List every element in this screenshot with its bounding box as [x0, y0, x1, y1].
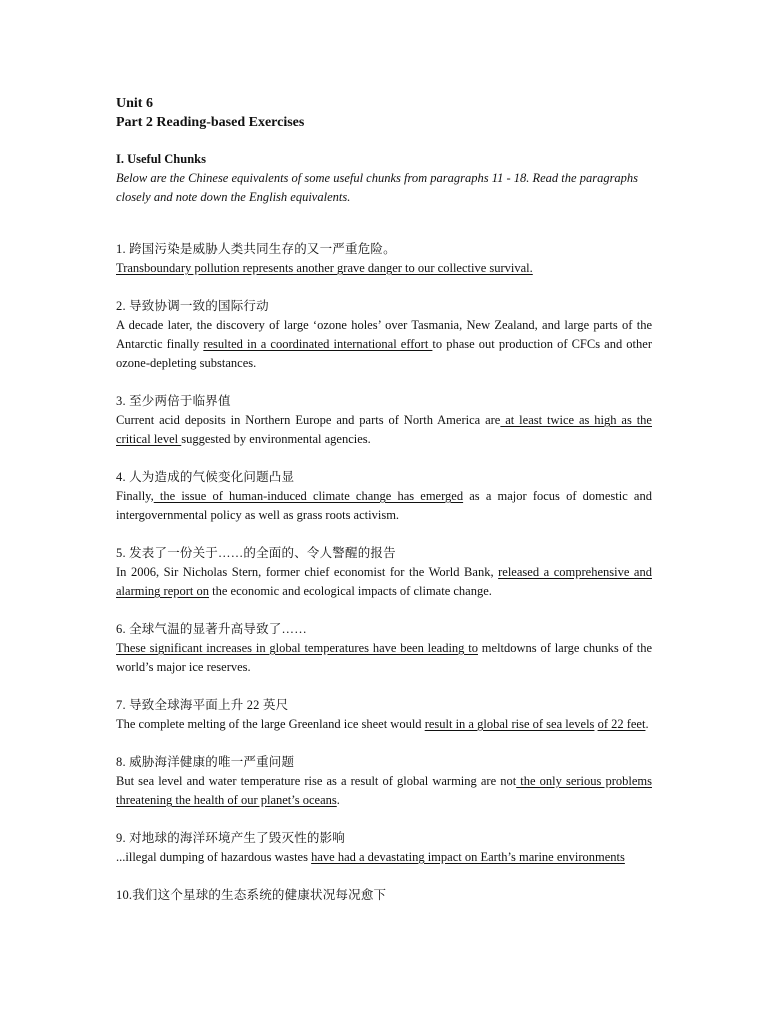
chinese-prompt: 6. 全球气温的显著升高导致了…… — [116, 622, 307, 636]
underlined-chunk: result in a global rise of sea levels — [424, 717, 595, 731]
underlined-chunk: have had a devastating impact on Earth’s marine environments — [311, 850, 625, 864]
sentence-text: Current acid deposits in Northern Europe and parts of North America are — [116, 413, 501, 427]
english-sentence — [116, 715, 652, 734]
english-sentence — [116, 848, 652, 867]
sentence-text: suggested by environmental agencies. — [181, 432, 371, 446]
underlined-chunk: of 22 feet — [597, 717, 646, 731]
english-sentence — [116, 316, 652, 373]
chinese-prompt: 5. 发表了一份关于……的全面的、令人警醒的报告 — [116, 546, 396, 560]
instructions: Below are the Chinese equivalents of some useful chunks from paragraphs 11 - 18. Read the paragraphs closely and note down the English equivalents. — [116, 171, 639, 204]
sentence-text: as a major focus of domestic and intergovernmental policy as well as grass roots activism. — [116, 489, 652, 522]
part-title: Part 2 Reading-based Exercises — [116, 115, 305, 130]
exercise-list — [116, 240, 652, 905]
english-sentence — [116, 563, 652, 601]
english-sentence — [116, 772, 652, 810]
sentence-text: A decade later, the discovery of large ‘ozone holes’ over Tasmania, New Zealand, and large parts of the Antarctic finally — [116, 318, 652, 351]
english-sentence — [116, 487, 652, 525]
sentence-text: The complete melting of the large Greenland ice sheet would — [116, 717, 425, 731]
sentence-text: ...illegal dumping of hazardous wastes — [116, 850, 312, 864]
sentence-text: meltdowns of large chunks of the world’s major ice reserves. — [116, 641, 652, 674]
sentence-text: the economic and ecological impacts of climate change. — [209, 584, 492, 598]
exercise-item — [116, 240, 652, 278]
underlined-chunk: These significant increases in global temperatures have been leading to — [116, 641, 478, 655]
sentence-text: Finally, — [116, 489, 154, 503]
underlined-chunk: at least twice as high as the critical level — [116, 413, 652, 446]
underlined-chunk: released a comprehensive and alarming report on — [116, 565, 652, 598]
underlined-chunk: Transboundary pollution represents another grave danger to our collective survival. — [116, 261, 533, 275]
sentence-text: But sea level and water temperature rise as a result of global warming are not — [116, 774, 517, 788]
underlined-chunk: resulted in a coordinated international effort — [203, 337, 433, 351]
exercise-item — [116, 392, 652, 449]
chinese-prompt: 7. 导致全球海平面上升 22 英尺 — [116, 698, 289, 712]
english-sentence — [116, 411, 652, 449]
exercise-item — [116, 544, 652, 601]
exercise-item — [116, 297, 652, 373]
chinese-prompt: 4. 人为造成的气候变化问题凸显 — [116, 470, 295, 484]
chinese-prompt: 10.我们这个星球的生态系统的健康状况每况愈下 — [116, 888, 387, 902]
sentence-text: . — [336, 793, 340, 807]
chinese-prompt: 2. 导致协调一致的国际行动 — [116, 299, 269, 313]
sentence-text: . — [645, 717, 649, 731]
exercise-item — [116, 696, 652, 734]
exercise-item — [116, 468, 652, 525]
underlined-chunk: the only serious problems threatening the health of our planet’s oceans — [116, 774, 652, 807]
exercise-item — [116, 620, 652, 677]
underlined-chunk: the issue of human-induced climate change has emerged — [153, 489, 464, 503]
section-title: I. Useful Chunks — [116, 152, 206, 166]
sentence-text: to phase out production of CFCs and other ozone-depleting substances. — [116, 337, 652, 370]
chinese-prompt: 8. 威胁海洋健康的唯一严重问题 — [116, 755, 295, 769]
document-body — [116, 94, 652, 905]
chinese-prompt: 9. 对地球的海洋环境产生了毁灭性的影响 — [116, 831, 346, 845]
exercise-item — [116, 753, 652, 810]
english-sentence — [116, 639, 652, 677]
english-sentence — [116, 259, 652, 278]
unit-title: Unit 6 — [116, 96, 153, 111]
sentence-text: In 2006, Sir Nicholas Stern, former chief economist for the World Bank, — [116, 565, 499, 579]
exercise-item — [116, 886, 652, 905]
chinese-prompt: 1. 跨国污染是威胁人类共同生存的又一严重危险。 — [116, 242, 396, 256]
exercise-item — [116, 829, 652, 867]
chinese-prompt: 3. 至少两倍于临界值 — [116, 394, 231, 408]
